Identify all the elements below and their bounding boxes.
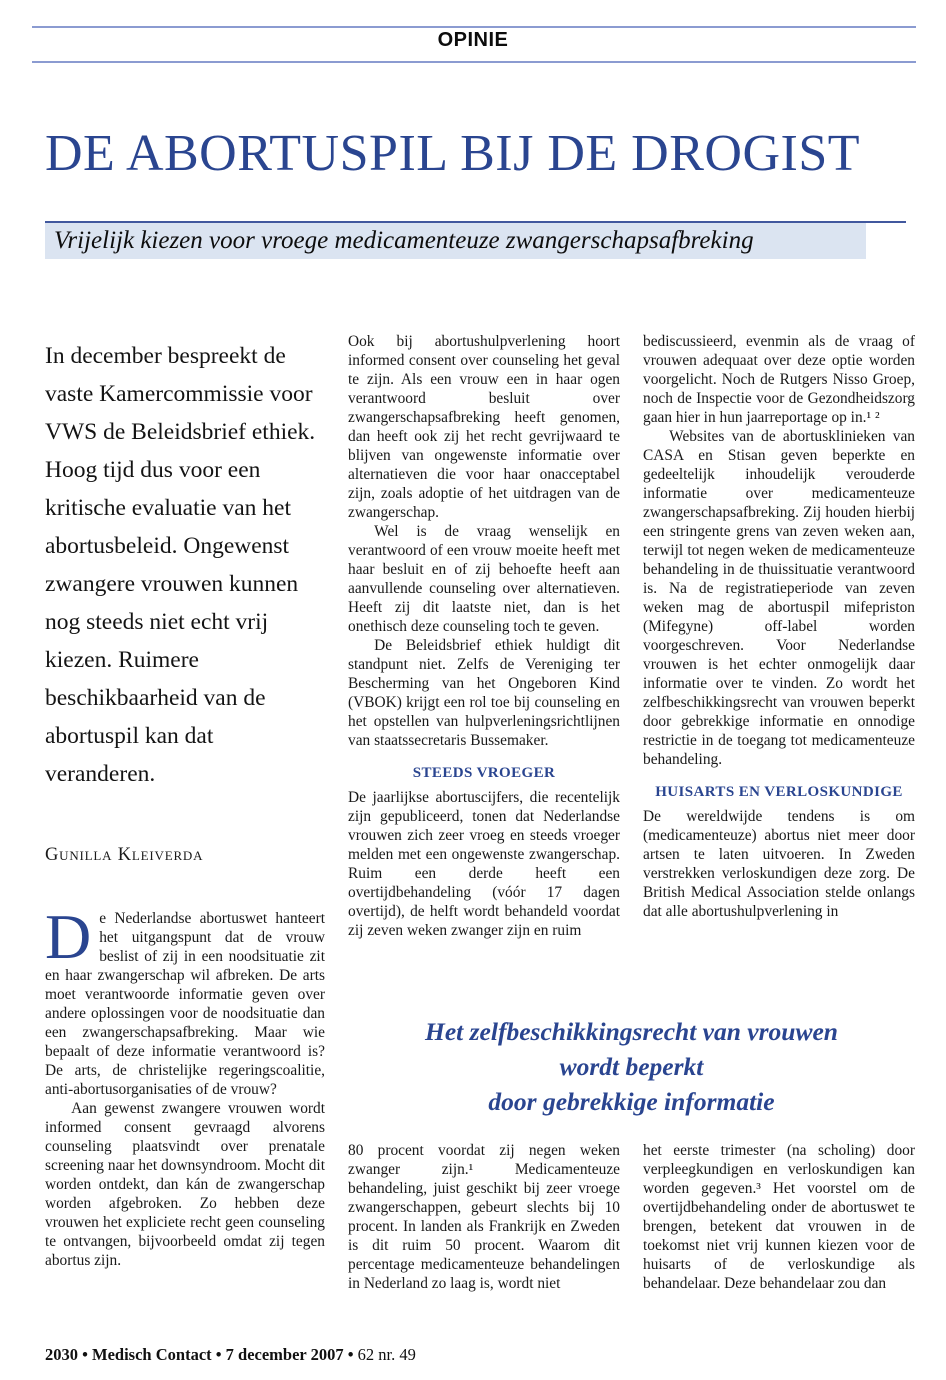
column-right-top	[643, 332, 915, 988]
header-rule-top	[32, 26, 916, 28]
section-heading-steeds-vroeger: STEEDS VROEGER	[412, 765, 556, 781]
footer-journal-info: 2030 • Medisch Contact • 7 december 2007 •	[45, 1345, 354, 1364]
pull-quote-line: wordt beperkt	[559, 1052, 704, 1081]
drop-cap: D	[45, 901, 92, 972]
pull-quote	[348, 988, 915, 1141]
article-title: DE ABORTUSPIL BIJ DE DROGIST	[45, 125, 860, 182]
header-rule-bottom	[32, 61, 916, 63]
article-body	[45, 332, 915, 1293]
body-paragraph: 80 procent voordat zij negen weken zwanger zijn.¹ Medicamenteuze behandeling, juist geschikt bij zeer vroege zwangerschappen, gebeurt slechts bij 10 procent. In landen als Frankrijk en Zweden is dit ruim 50 procent. Waarom dit percentage medicamenteuze behandelingen in Nederland zo laag is, wordt niet	[348, 1142, 620, 1292]
pull-quote-line: Het zelfbeschikkingsrecht van vrouwen	[425, 1017, 838, 1046]
column-middle-bottom	[348, 1141, 620, 1293]
article-subtitle: Vrijelijk kiezen voor vroege medicamenteuze zwangerschapsafbreking	[45, 223, 866, 259]
body-paragraph: Wel is de vraag wenselijk en verantwoord of een vrouw moeite heeft met haar besluit en of zij behoefte heeft aan aanvullende counseling over alternatieven. Heeft zij dit laatste niet, dan is het onethisch deze counseling toch te geven.	[348, 523, 620, 635]
body-paragraph: De jaarlijkse abortuscijfers, die recentelijk zijn gepubliceerd, tonen dat Nederlandse vrouwen zich zeer vroeg en steeds vroeger melden met een ongewenste zwangerschap. Ruim een derde heeft een overtijdbehandeling (vóór 17 dagen overtijd), de helft wordt behandeld voordat zij zeven weken zwanger zijn en ruim	[348, 789, 620, 939]
page-footer	[45, 1345, 416, 1365]
body-paragraph: De Beleidsbrief ethiek huldigt dit standpunt niet. Zelfs de Vereniging ter Bescherming van het Ongeboren Kind (VBOK) krijgt een rol toe bij counseling en het opstellen van hulpverleningsrichtlijnen van staatssecretaris Bussemaker.	[348, 637, 620, 749]
column-left	[45, 332, 325, 1293]
column-middle-top	[348, 332, 620, 988]
body-paragraph: De wereldwijde tendens is om (medicamenteuze) abortus niet meer door artsen te laten uitvoeren. In Zweden verstrekken verloskundigen deze zorg. De British Medical Association stelde onlangs dat alle abortushulpverlening in	[643, 808, 915, 920]
body-paragraph	[45, 901, 325, 1099]
body-paragraph: bediscussieerd, evenmin als de vraag of vrouwen adequaat over deze optie worden voorgelicht. Noch de Rutgers Nisso Groep, noch de Inspectie voor de Gezondheidszorg gaan hier in hun jaarreportage op in.¹ ²	[643, 333, 915, 426]
intro-paragraph: In december bespreekt de vaste Kamercommissie voor VWS de Beleidsbrief ethiek. Hoog tijd dus voor een kritische evaluatie van het abortusbeleid. Ongewenst zwangere vrouwen kunnen nog steeds niet echt vrij kiezen. Ruimere beschikbaarheid van de abortuspil kan dat veranderen.	[45, 343, 316, 787]
section-label: OPINIE	[437, 29, 509, 51]
pull-quote-line: door gebrekkige informatie	[488, 1087, 775, 1116]
paragraph-text: e Nederlandse abortuswet hanteert het uitgangspunt dat de vrouw beslist of zij in een noodsituatie zit en haar zwangerschap wil afbreken. De arts moet verantwoorde informatie geven over andere oplossingen voor de noodsituatie dan een zwangerschapsafbreking. Maar wie bepaalt of deze informatie verantwoord is? De arts, de christelijke regeringscoalitie, anti-abortusorganisaties of de vrouw?	[45, 910, 325, 1098]
author-name: Gunilla Kleiverda	[45, 845, 204, 865]
body-paragraph: Ook bij abortushulpverlening hoort informed consent over counseling het geval te zijn. Als een vrouw een in haar ogen verantwoord besluit over zwangerschapsafbreking heeft genomen, dan heeft ook zij het recht gevrijwaard te blijven van ongewenste informatie over alternatieven die voor haar onacceptabel zijn, zoals adoptie of het uitdragen van de zwangerschap.	[348, 333, 620, 521]
body-paragraph: Websites van de abortusklinieken van CASA en Stisan geven beperkte en gedeeltelijk inhoudelijk verouderde informatie over medicamenteuze zwangerschapsafbreking. Zij houden hierbij een stringente grens van zeven weken aan, terwijl tot negen weken de medicamenteuze behandeling in de thuissituatie verantwoord is. Na de registratieperiode van zeven weken mag de abortuspil mifepriston (Mifegyne) off-label worden voorgeschreven. Voor Nederlandse vrouwen is het echter onmogelijk daar informatie over te vinden. Zo wordt het zelfbeschikkingsrecht van vrouwen beperkt door gebrekkige informatie en onnodige restrictie in de toegang tot medicamenteuze behandeling.	[643, 428, 915, 768]
column-right-bottom	[643, 1141, 915, 1293]
body-paragraph: het eerste trimester (na scholing) door verpleegkundigen en verloskundigen kan worden gegeven.³ Het voorstel om de overtijdbehandeling onder de abortuswet te brengen, betekent dat vrouwen in de toekomst niet vrij kunnen kiezen voor de huisarts of de verloskundige als behandelaar. Deze behandelaar zou dan	[643, 1142, 915, 1292]
footer-issue-number: 62 nr. 49	[357, 1345, 416, 1364]
section-heading-huisarts-en-verloskundige: HUISARTS EN VERLOSKUNDIGE	[655, 784, 903, 800]
body-paragraph: Aan gewenst zwangere vrouwen wordt informed consent gevraagd alvorens counseling plaatsvindt over prenatale screening naar het downsyndroom. Mocht dit worden ontdekt, dan kán de zwangerschap worden afgebroken. Zo hebben deze vrouwen het expliciete recht geen counseling te ontvangen, bijvoorbeeld omdat zij tegen abortus zijn.	[45, 1100, 325, 1269]
